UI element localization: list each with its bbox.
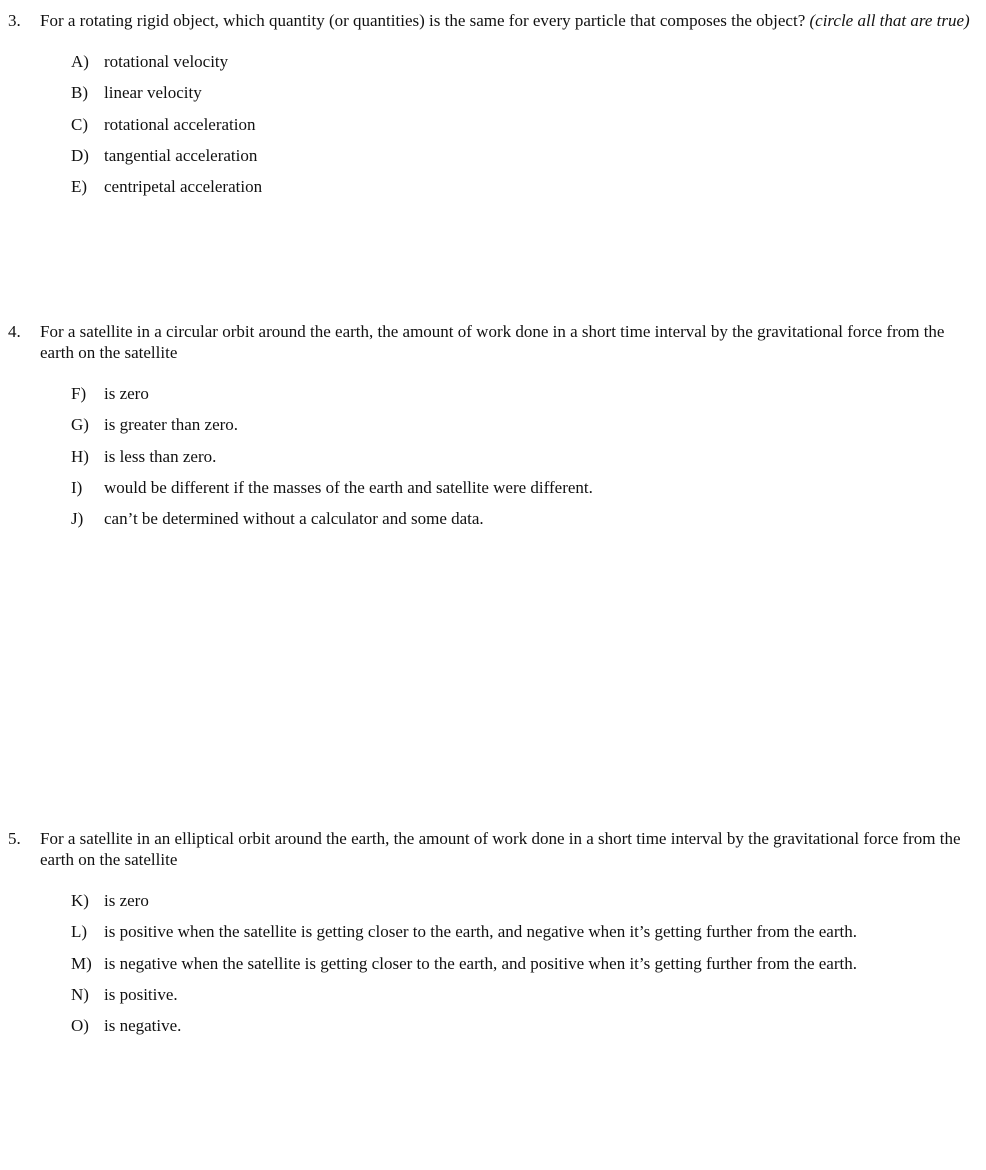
option-list: [71, 890, 986, 1046]
option-text: rotational acceleration: [104, 114, 256, 134]
option-letter: C): [71, 114, 88, 134]
option-letter: L): [71, 922, 88, 942]
question-text: For a satellite in a circular orbit around the earth, the amount of work done in a short time interval by the gravitational force from the earth on the satellite: [40, 322, 945, 362]
question-number: 5.: [8, 829, 21, 848]
question-instruction: (circle all that are true): [809, 11, 970, 30]
option-text: is positive when the satellite is getting closer to the earth, and negative when it’s getting further from the earth.: [104, 922, 857, 942]
question-4: [0, 321, 986, 539]
option-letter: M): [71, 953, 92, 973]
option-m[interactable]: [71, 953, 986, 984]
question-stem: [0, 10, 986, 31]
option-letter: D): [71, 145, 89, 165]
option-text: centripetal acceleration: [104, 177, 263, 197]
option-letter: I): [71, 477, 83, 497]
option-f[interactable]: [71, 383, 986, 414]
option-l[interactable]: [71, 921, 986, 952]
question-text: For a satellite in an elliptical orbit around the earth, the amount of work done in a short time interval by the gravitational force from the earth on the satellite: [40, 829, 961, 869]
option-n[interactable]: [71, 984, 986, 1015]
option-letter: G): [71, 415, 89, 435]
option-k[interactable]: [71, 890, 986, 921]
option-list: [71, 51, 986, 207]
option-h[interactable]: [71, 446, 986, 477]
option-d[interactable]: [71, 145, 986, 176]
option-letter: O): [71, 1016, 89, 1036]
option-letter: J): [71, 509, 84, 529]
option-letter: B): [71, 83, 88, 103]
question-3: [0, 10, 986, 207]
option-i[interactable]: [71, 477, 986, 508]
option-text: is zero: [104, 891, 149, 910]
option-list: [71, 383, 986, 539]
option-e[interactable]: [71, 176, 986, 207]
option-letter: K): [71, 891, 89, 910]
option-g[interactable]: [71, 414, 986, 445]
option-text: is positive.: [104, 984, 178, 1004]
option-text: tangential acceleration: [104, 145, 258, 165]
question-number: 3.: [8, 11, 21, 30]
option-text: linear velocity: [104, 83, 202, 103]
option-a[interactable]: [71, 51, 986, 82]
question-stem: [0, 828, 986, 870]
question-prompt: For a rotating rigid object, which quantity (or quantities) is the same for every particle that composes the object?: [40, 11, 806, 30]
option-letter: E): [71, 177, 88, 197]
option-text: can’t be determined without a calculator and some data.: [104, 509, 484, 529]
option-b[interactable]: [71, 82, 986, 113]
option-text: rotational velocity: [104, 52, 229, 71]
question-5: [0, 828, 986, 1046]
option-text: is negative.: [104, 1016, 182, 1036]
option-j[interactable]: [71, 508, 986, 539]
question-text: [40, 10, 976, 31]
option-text: is zero: [104, 384, 149, 403]
option-letter: A): [71, 52, 89, 71]
option-letter: N): [71, 984, 89, 1004]
option-text: is greater than zero.: [104, 415, 239, 435]
option-letter: F): [71, 384, 87, 403]
option-text: would be different if the masses of the earth and satellite were different.: [104, 477, 593, 497]
option-letter: H): [71, 446, 89, 466]
question-number: 4.: [8, 322, 21, 341]
option-text: is negative when the satellite is getting closer to the earth, and positive when it’s getting further from the earth.: [104, 953, 857, 973]
question-stem: [0, 321, 986, 363]
option-c[interactable]: [71, 114, 986, 145]
option-o[interactable]: [71, 1015, 986, 1046]
option-text: is less than zero.: [104, 446, 217, 466]
